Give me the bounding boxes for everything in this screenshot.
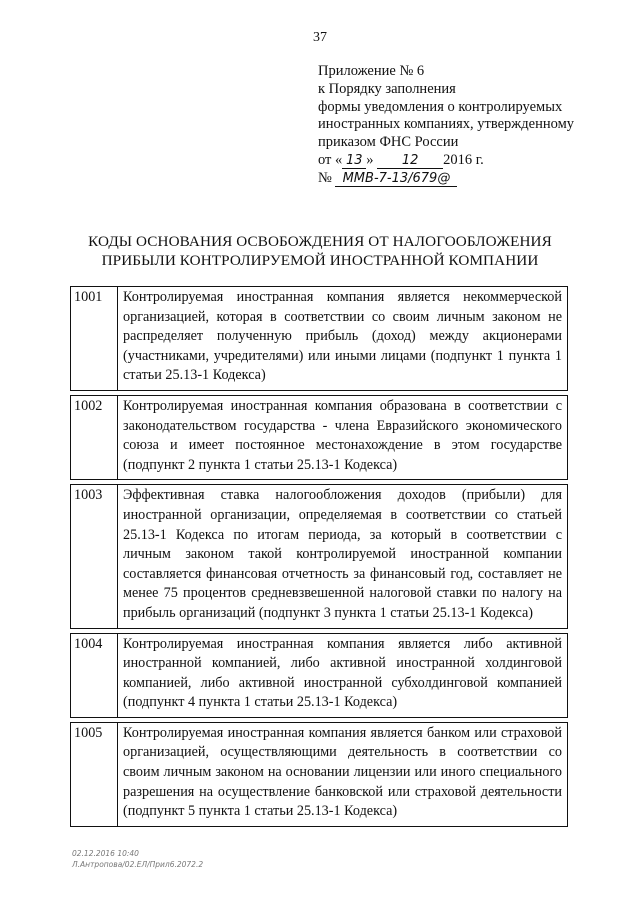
date-year: 2016 г.	[443, 151, 484, 168]
appendix-line: к Порядку заполнения	[318, 80, 456, 97]
description-cell: Контролируемая иностранная компания является либо активной иностранной компанией, либо активной иностранной холдинговой компанией, либо активной иностранной субхолдинговой компанией (подпункт 4 пункта 1 статьи 25.13-1 Кодекса)	[118, 633, 568, 717]
table-row	[71, 287, 568, 391]
handwritten-month: 12	[377, 154, 443, 169]
description-cell: Контролируемая иностранная компания образована в соответствии с законодательством государства - члена Евразийского экономического союза и имеет постоянное местонахождение в этом государстве (подпункт 2 пункта 1 статьи 25.13-1 Кодекса)	[118, 395, 568, 479]
appendix-date	[318, 152, 618, 170]
date-mid: »	[366, 151, 374, 168]
date-prefix: от «	[318, 151, 343, 168]
footer-stamp	[72, 848, 203, 870]
appendix-line: иностранных компаниях, утвержденному	[318, 116, 575, 133]
footer-timestamp: 02.12.2016 10:40	[72, 849, 139, 858]
appendix-number	[318, 170, 618, 188]
appendix-line: приказом ФНС России	[318, 134, 459, 151]
document-title	[30, 232, 610, 270]
appendix-title: Приложение № 6	[318, 63, 425, 79]
code-cell: 1005	[71, 722, 118, 826]
table-row	[71, 485, 568, 628]
appendix-block	[318, 63, 618, 188]
code-cell: 1003	[71, 485, 118, 628]
number-prefix: №	[318, 169, 332, 186]
title-line: КОДЫ ОСНОВАНИЯ ОСВОБОЖДЕНИЯ ОТ НАЛОГООБЛОЖЕНИЯ	[88, 233, 552, 250]
appendix-line: формы уведомления о контролируемых	[318, 98, 563, 115]
code-cell: 1001	[71, 287, 118, 391]
handwritten-day: 13	[342, 154, 366, 169]
table-row	[71, 395, 568, 479]
footer-file-path: Л.Антропова/02.ЕЛ/Прил6.2072.2	[72, 860, 204, 869]
page-number: 37	[313, 30, 327, 45]
code-cell: 1002	[71, 395, 118, 479]
codes-table	[70, 286, 568, 827]
table-row	[71, 722, 568, 826]
description-cell: Контролируемая иностранная компания является банком или страховой организацией, осуществляющими деятельность в соответствии со своим личным законом на основании лицензии или иного специального разрешения на осуществление банковской или страховой деятельности (подпункт 5 пункта 1 статьи 25.13-1 Кодекса)	[118, 722, 568, 826]
description-cell: Эффективная ставка налогообложения доходов (прибыли) для иностранной организации, определяемая в соответствии со статьей 25.13-1 Кодекса по итогам периода, за который в соответствии с личным законом такой контролируемой иностранной компании составляется финансовая отчетность за финансовый год, составляет не менее 75 процентов средневзвешенной налоговой ставки по налогу на прибыль организаций (подпункт 3 пункта 1 статьи 25.13-1 Кодекса)	[118, 485, 568, 628]
title-line: ПРИБЫЛИ КОНТРОЛИРУЕМОЙ ИНОСТРАННОЙ КОМПАНИИ	[101, 252, 539, 269]
code-cell: 1004	[71, 633, 118, 717]
table-row	[71, 633, 568, 717]
handwritten-order-number: ММВ-7-13/679@	[335, 172, 457, 187]
description-cell: Контролируемая иностранная компания является некоммерческой организацией, которая в соответствии со своим личным законом не распределяет полученную прибыль (доход) между акционерами (участниками, учредителями) или иными лицами (подпункт 1 пункта 1 статьи 25.13-1 Кодекса)	[118, 287, 568, 391]
